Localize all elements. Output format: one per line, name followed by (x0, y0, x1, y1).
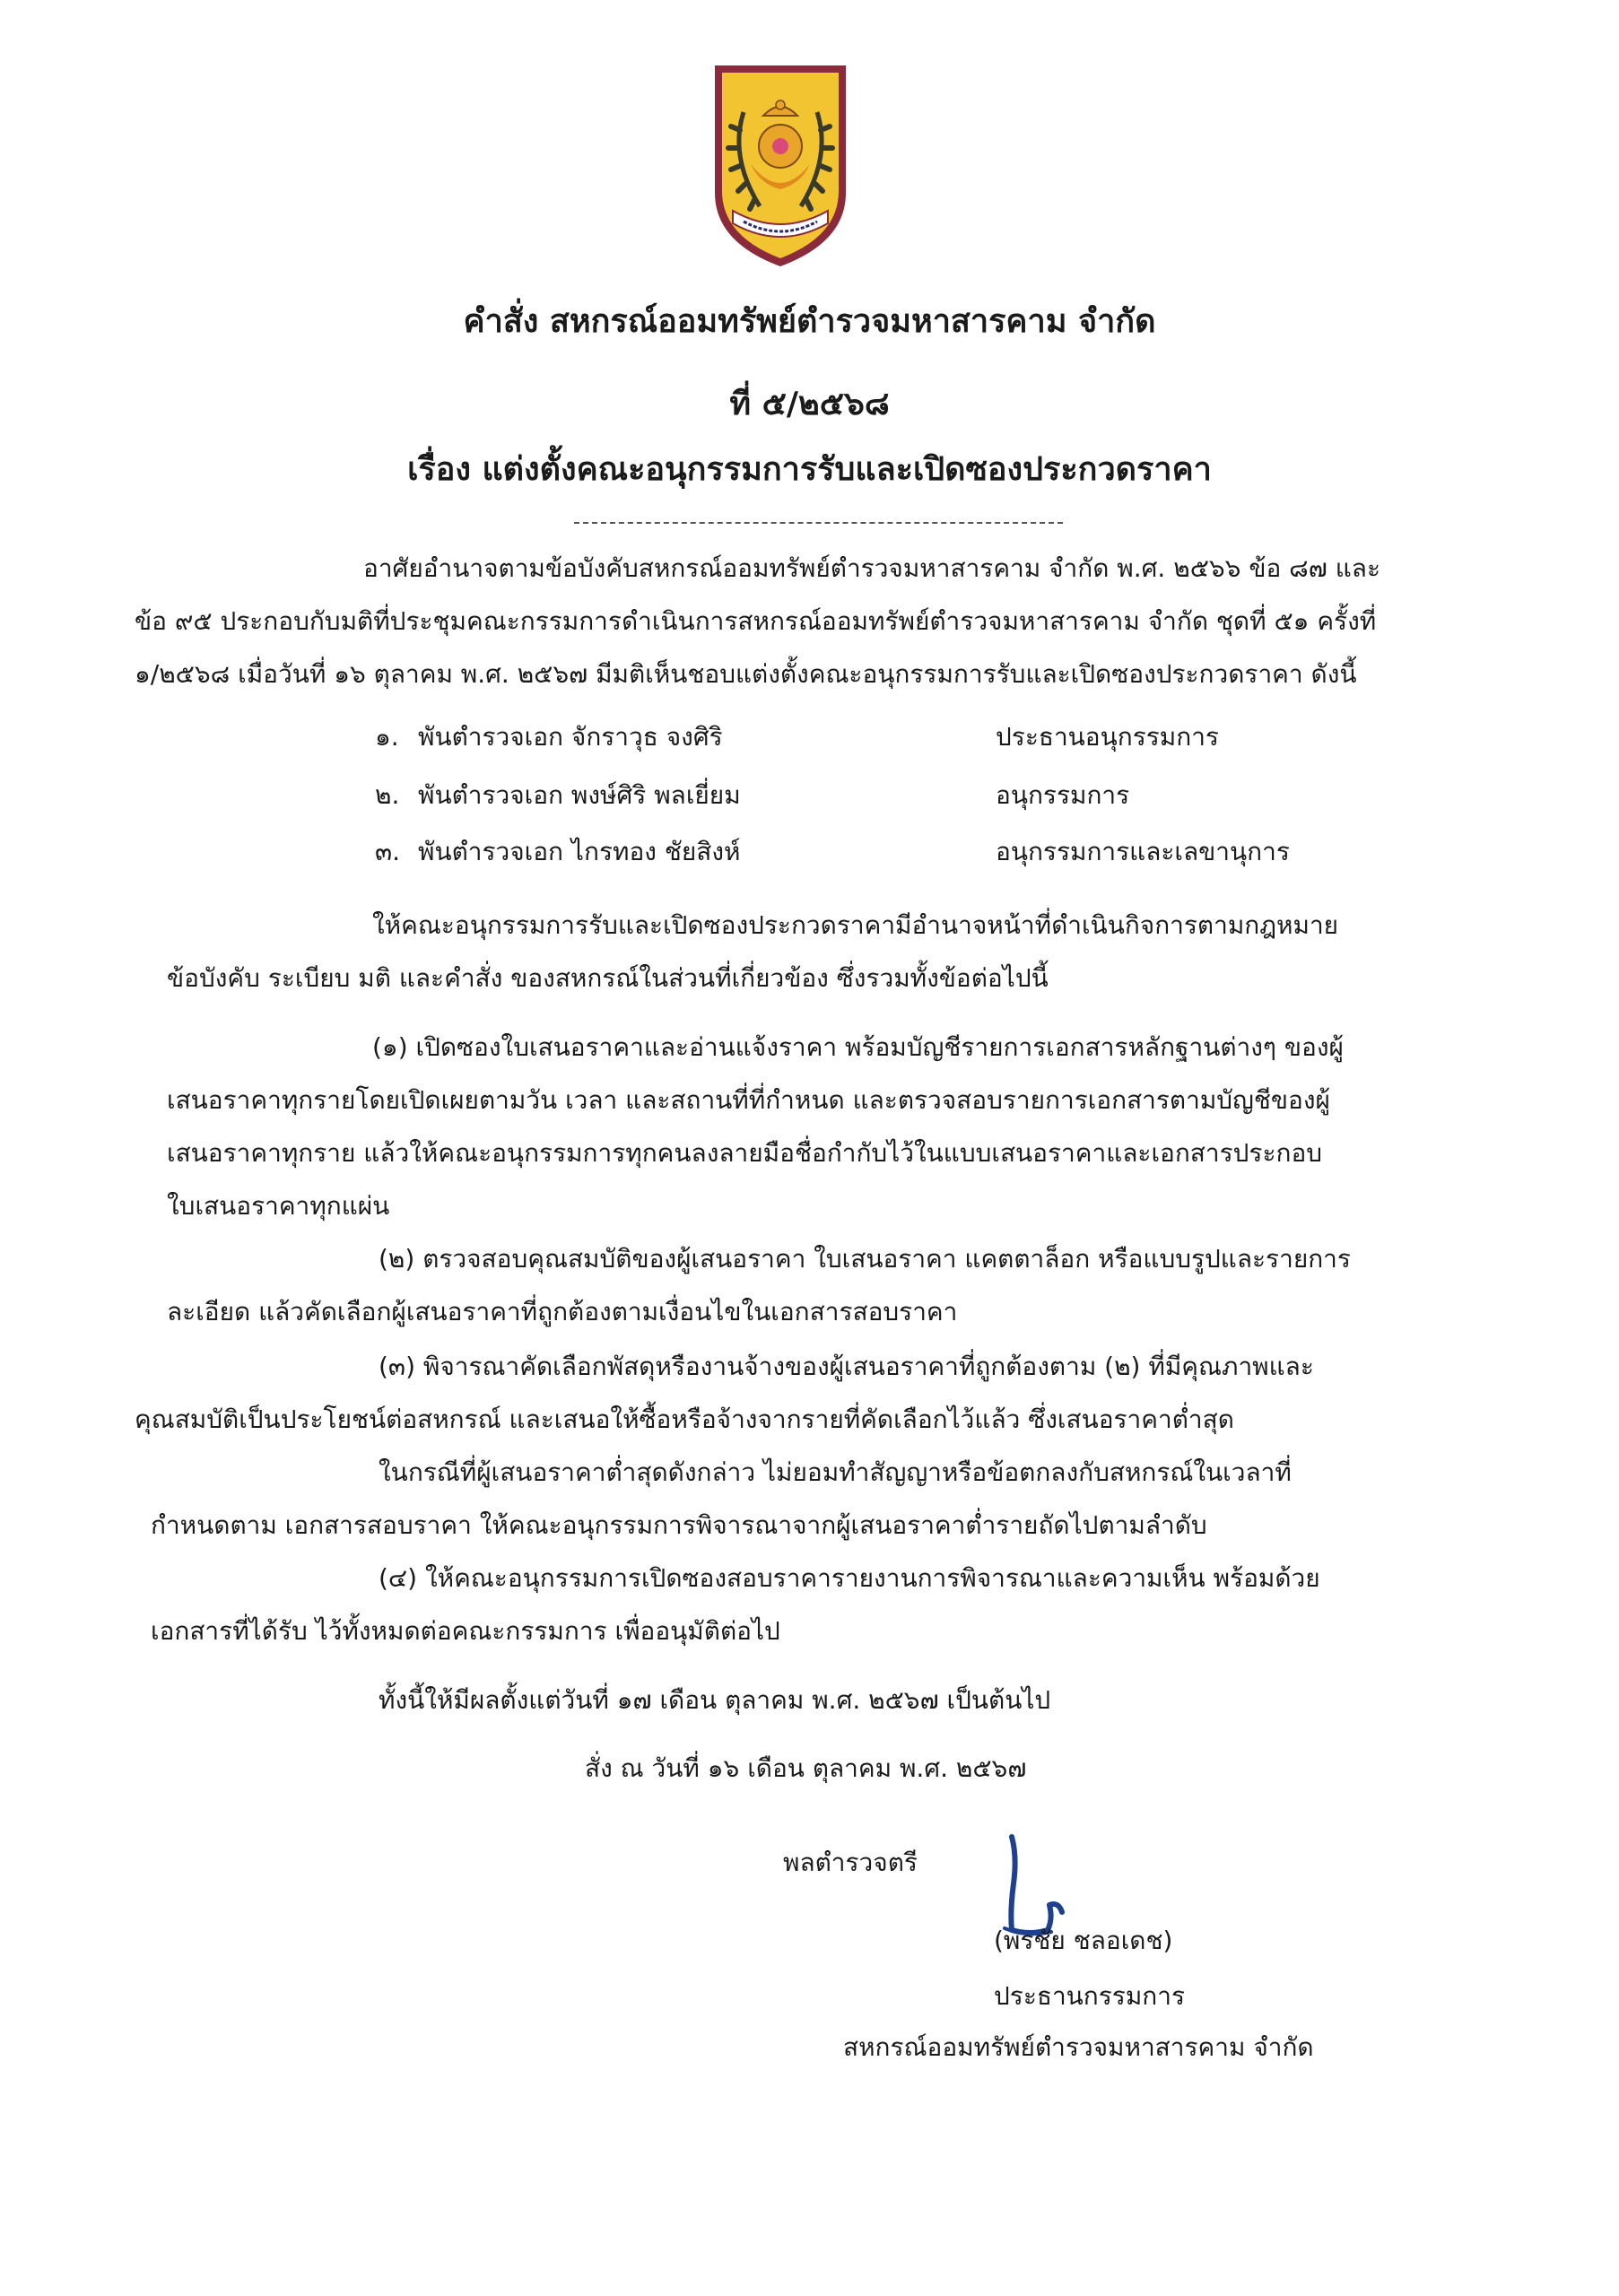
duty-3-line-1: (๓) พิจารณาคัดเลือกพัสดุหรืองานจ้างของผู้เสนอราคาที่ถูกต้องตาม (๒) ที่มีคุณภาพและ (379, 1352, 1314, 1381)
duty-1-line-4: ใบเสนอราคาทุกแผ่น (167, 1191, 390, 1221)
duty-1-line-1: (๑) เปิดซองใบเสนอราคาและอ่านแจ้งราคา พร้อมบัญชีรายการเอกสารหลักฐานต่างๆ ของผู้ (372, 1032, 1344, 1062)
member-1-number: ๑. (375, 722, 399, 752)
signer-rank: พลตำรวจตรี (783, 1848, 918, 1877)
member-3-number: ๓. (375, 837, 401, 866)
page-title: คำสั่ง สหกรณ์ออมทรัพย์ตำรวจมหาสารคาม จำกัด (463, 303, 1156, 340)
member-1-name: พันตำรวจเอก จักราวุธ จงศิริ (418, 722, 723, 752)
duty-4-line-1: (๔) ให้คณะอนุกรรมการเปิดซองสอบราคารายงานการพิจารณาและความเห็น พร้อมด้วย (379, 1563, 1320, 1593)
member-2-number: ๒. (375, 780, 400, 810)
member-2-role: อนุกรรมการ (996, 780, 1130, 810)
duty-3-line-4: กำหนดตาม เอกสารสอบราคา ให้คณะอนุกรรมการพิจารณาจากผู้เสนอราคาต่ำรายถัดไปตามลำดับ (151, 1510, 1207, 1540)
duty-4-line-2: เอกสารที่ได้รับ ไว้ทั้งหมดต่อคณะกรรมการ เพื่ออนุมัติต่อไป (151, 1616, 780, 1646)
duty-3-line-3: ในกรณีที่ผู้เสนอราคาต่ำสุดดังกล่าว ไม่ยอมทำสัญญาหรือข้อตกลงกับสหกรณ์ในเวลาที่ (379, 1457, 1292, 1487)
effective-date: ทั้งนี้ให้มีผลตั้งแต่วันที่ ๑๗ เดือน ตุลาคม พ.ศ. ๒๕๖๗ เป็นต้นไป (379, 1685, 1051, 1715)
member-2-name: พันตำรวจเอก พงษ์ศิริ พลเยี่ยม (418, 780, 741, 810)
signer-position: ประธานกรรมการ (994, 1981, 1186, 2011)
divider (574, 522, 1063, 524)
cooperative-emblem-icon (708, 58, 853, 272)
signer-organization: สหกรณ์ออมทรัพย์ตำรวจมหาสารคาม จำกัด (843, 2032, 1314, 2062)
duty-1-line-2: เสนอราคาทุกรายโดยเปิดเผยตามวัน เวลา และสถานที่ที่กำหนด และตรวจสอบรายการเอกสารตามบัญชีของผู้ (167, 1085, 1330, 1115)
member-3-name: พันตำรวจเอก ไกรทอง ชัยสิงห์ (418, 837, 741, 866)
duty-1-line-3: เสนอราคาทุกราย แล้วให้คณะอนุกรรมการทุกคนลงลายมือชื่อกำกับไว้ในแบบเสนอราคาและเอกสารประกอบ (167, 1138, 1323, 1168)
duty-3-line-2: คุณสมบัติเป็นประโยชน์ต่อสหกรณ์ และเสนอให้ซื้อหรือจ้างจากรายที่คัดเลือกไว้แล้ว ซึ่งเสนอราคาต่ำสุด (135, 1405, 1234, 1434)
duty-2-line-2: ละเอียด แล้วคัดเลือกผู้เสนอราคาที่ถูกต้องตามเงื่อนไขในเอกสารสอบราคา (167, 1297, 958, 1326)
intro-line-1: อาศัยอำนาจตามข้อบังคับสหกรณ์ออมทรัพย์ตำรวจมหาสารคาม จำกัด พ.ศ. ๒๕๖๖ ข้อ ๘๗ และ (363, 553, 1380, 583)
order-date: สั่ง ณ วันที่ ๑๖ เดือน ตุลาคม พ.ศ. ๒๕๖๗ (585, 1753, 1027, 1783)
order-subject: เรื่อง แต่งตั้งคณะอนุกรรมการรับและเปิดซองประกวดราคา (407, 451, 1212, 488)
duties-intro-line-2: ข้อบังคับ ระเบียบ มติ และคำสั่ง ของสหกรณ์ในส่วนที่เกี่ยวข้อง ซึ่งรวมทั้งข้อต่อไปนี้ (167, 963, 1049, 993)
duties-intro-line-1: ให้คณะอนุกรรมการรับและเปิดซองประกวดราคามีอำนาจหน้าที่ดำเนินกิจการตามกฎหมาย (372, 910, 1339, 940)
duty-2-line-1: (๒) ตรวจสอบคุณสมบัติของผู้เสนอราคา ใบเสนอราคา แคตตาล็อก หรือแบบรูปและรายการ (379, 1244, 1351, 1274)
order-number: ที่ ๕/๒๕๖๘ (729, 386, 890, 422)
intro-line-2: ข้อ ๙๕ ประกอบกับมติที่ประชุมคณะกรรมการดำเนินการสหกรณ์ออมทรัพย์ตำรวจมหาสารคาม จำกัด ชุดที่ ๕๑ ครั้งที่ (135, 606, 1377, 636)
signer-name: (พรชัย ชลอเดช) (994, 1926, 1173, 1955)
member-1-role: ประธานอนุกรรมการ (996, 722, 1219, 752)
member-3-role: อนุกรรมการและเลขานุการ (996, 837, 1290, 866)
intro-line-3: ๑/๒๕๖๘ เมื่อวันที่ ๑๖ ตุลาคม พ.ศ. ๒๕๖๗ มีมติเห็นชอบแต่งตั้งคณะอนุกรรมการรับและเปิดซองประกวดราคา ดังนี้ (135, 659, 1357, 689)
